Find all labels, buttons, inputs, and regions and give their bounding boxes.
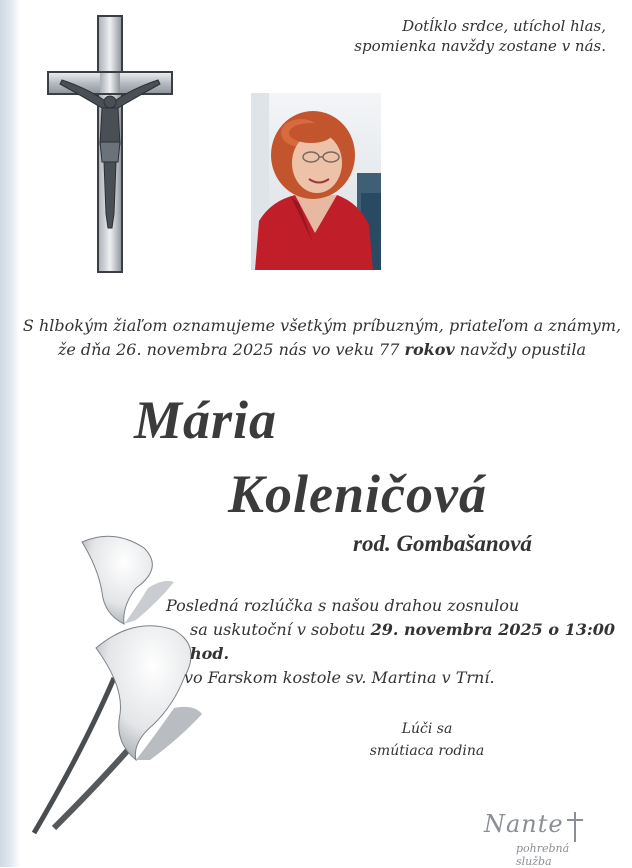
announcement-line-2-prefix: že dňa 26. novembra 2025 nás vo veku 77 [57, 340, 400, 359]
deceased-last-name: Koleničová [228, 464, 487, 524]
logo-name: Nante [484, 810, 564, 838]
deceased-maiden-name: rod. Gombašanová [353, 531, 532, 556]
funeral-date-time: 29. novembra 2025 o 13:00 hod. [190, 620, 616, 663]
announcement-text [22, 314, 622, 362]
funeral-line-3: vo Farskom kostole sv. Martina v Trní. [184, 668, 495, 687]
funeral-details [160, 594, 630, 690]
verse-line-1: Dotĺklo srdce, utíchol hlas, [402, 17, 606, 35]
logo-cross-icon [564, 810, 586, 844]
funeral-service-logo [484, 808, 604, 868]
announcement-line-2-suffix: navždy opustila [459, 340, 587, 359]
deceased-first-name: Mária [134, 390, 278, 450]
logo-subtitle: pohrebná služba [516, 842, 570, 868]
portrait-photo [251, 93, 381, 270]
left-decorative-border [0, 0, 20, 867]
funeral-line-2-prefix: sa uskutoční v sobotu [190, 620, 366, 639]
portrait-illustration [251, 93, 381, 270]
closing-line-1: Lúči sa [401, 721, 453, 737]
closing-line-2: smútiaca rodina [369, 743, 485, 759]
crucifix-icon [46, 14, 174, 276]
funeral-line-2 [160, 618, 630, 666]
verse-line-2: spomienka navždy zostane v nás. [354, 37, 606, 55]
announcement-line-1: S hlbokým žiaľom oznamujeme všetkým príbuzným, priateľom a známym, [22, 316, 622, 335]
announcement-line-2-bold: rokov [404, 340, 455, 359]
family-farewell [352, 718, 502, 762]
funeral-line-1: Posledná rozlúčka s našou drahou zosnulou [166, 596, 520, 615]
memorial-verse [354, 16, 606, 56]
announcement-line-2 [22, 338, 622, 362]
